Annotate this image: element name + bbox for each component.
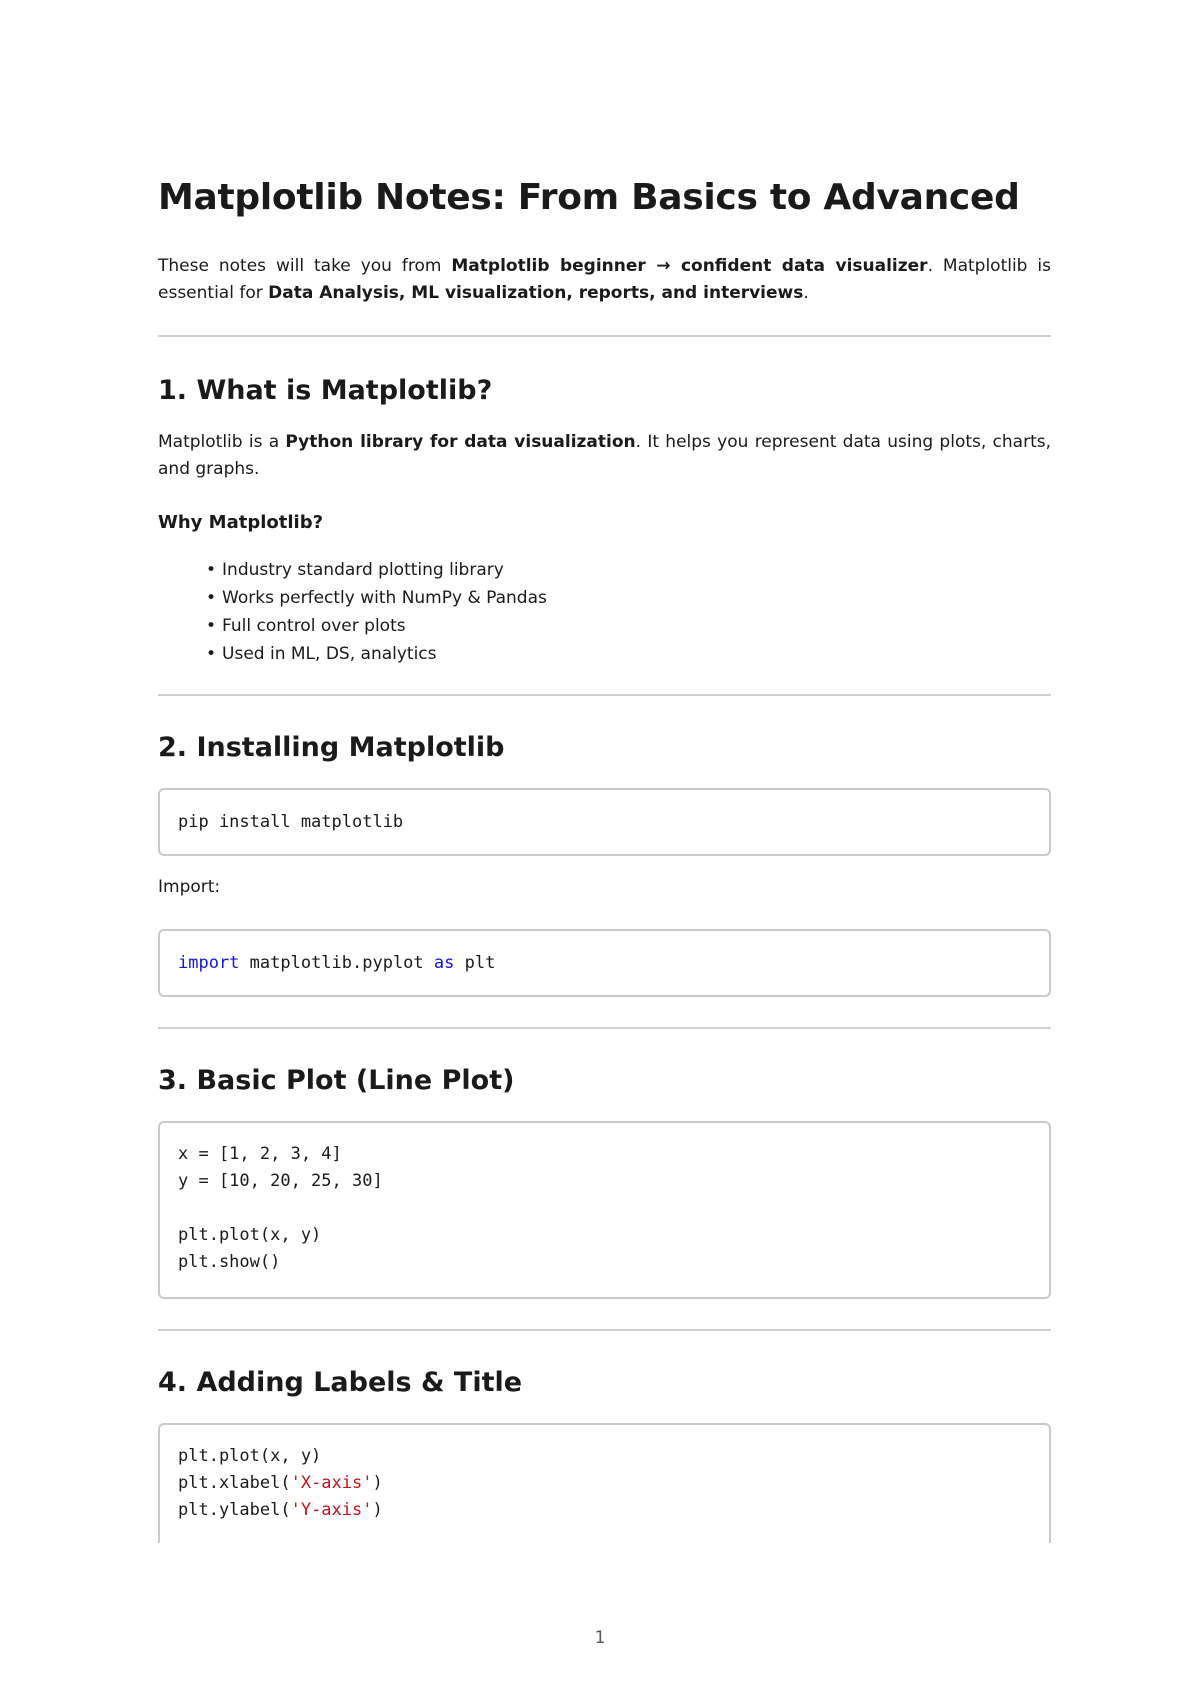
section-1-paragraph: Matplotlib is a Python library for data visualization. It helps you represent data using plots, charts, and graphs. [158, 432, 1052, 479]
document-page [158, 170, 1051, 1543]
divider [158, 1027, 1051, 1029]
divider [158, 335, 1051, 337]
list-item: • Used in ML, DS, analytics [206, 640, 1051, 668]
import-label: Import: [158, 877, 221, 897]
section-3-heading: 3. Basic Plot (Line Plot) [158, 1065, 515, 1096]
section-1-heading: 1. What is Matplotlib? [158, 375, 493, 406]
code-block-labels[interactable]: plt.plot(x, y) plt.xlabel('X-axis') plt.ylabel('Y-axis') [158, 1423, 1051, 1543]
code-block-basic-plot[interactable]: x = [1, 2, 3, 4] y = [10, 20, 25, 30] plt.plot(x, y) plt.show() [158, 1121, 1051, 1299]
divider [158, 694, 1051, 696]
list-item: • Works perfectly with NumPy & Pandas [206, 584, 1051, 612]
divider [158, 1329, 1051, 1331]
why-list [158, 556, 1051, 668]
list-item: • Full control over plots [206, 612, 1051, 640]
code-block-install[interactable]: pip install matplotlib [158, 788, 1051, 856]
code-block-import[interactable]: import matplotlib.pyplot as plt [158, 929, 1051, 997]
intro-paragraph: These notes will take you from Matplotlib beginner → confident data visualizer. Matplotlib is essential for Data Analysis, ML visualization, reports, and interviews. [158, 256, 1051, 303]
list-item: • Industry standard plotting library [206, 556, 1051, 584]
section-4-heading: 4. Adding Labels & Title [158, 1367, 523, 1398]
section-2-heading: 2. Installing Matplotlib [158, 732, 505, 763]
page-number: 1 [594, 1628, 606, 1648]
why-matplotlib-subheading: Why Matplotlib? [158, 512, 324, 533]
page-title: Matplotlib Notes: From Basics to Advanced [158, 177, 1020, 218]
